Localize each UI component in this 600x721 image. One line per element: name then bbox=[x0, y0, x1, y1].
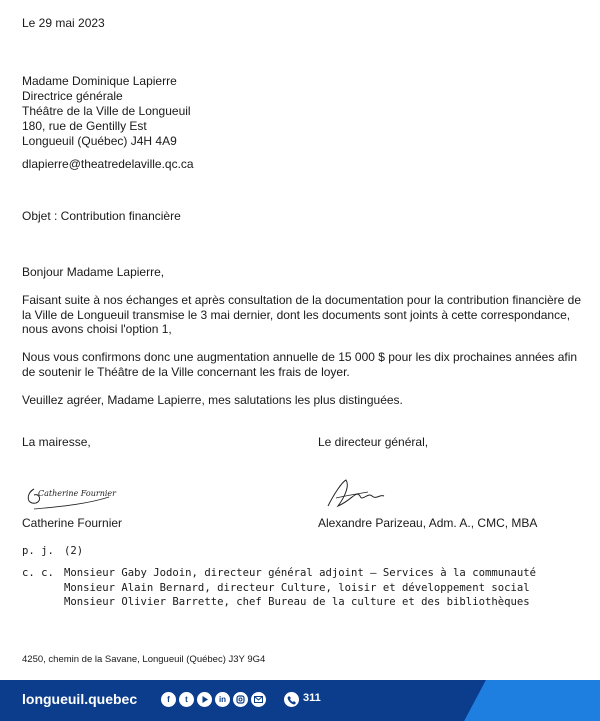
youtube-icon[interactable] bbox=[197, 692, 212, 707]
body-paragraph-2: Nous vous confirmons donc une augmentation annuelle de 15 000 $ pour les dix prochaines années afin de soutenir le Théâtre de la Ville concernant les frais de loyer. bbox=[22, 350, 578, 379]
left-signature bbox=[24, 483, 124, 516]
enclosures-value: (2) bbox=[64, 545, 84, 557]
left-signatory-name: Catherine Fournier bbox=[22, 516, 123, 530]
recipient-organization: Théâtre de la Ville de Longueuil bbox=[22, 104, 191, 118]
phone-icon[interactable] bbox=[284, 692, 299, 707]
right-signatory-name: Alexandre Parizeau, Adm. A., CMC, MBA bbox=[318, 516, 538, 530]
instagram-icon[interactable] bbox=[233, 692, 248, 707]
recipient-title: Directrice générale bbox=[22, 89, 123, 103]
copy-recipient-2: Monsieur Alain Bernard, directeur Culture, loisir et développement social bbox=[64, 581, 530, 594]
recipient-email: dlapierre@theatredelaville.qc.ca bbox=[22, 157, 194, 171]
left-signature-script: Catherine Fournier bbox=[38, 489, 116, 498]
recipient-street: 180, rue de Gentilly Est bbox=[22, 119, 147, 133]
enclosures-label: p. j. bbox=[22, 545, 54, 557]
youtube-play-glyph bbox=[197, 692, 212, 707]
copies-list bbox=[64, 566, 536, 610]
footer-address: 4250, chemin de la Savane, Longueuil (Québec) J3Y 9G4 bbox=[22, 654, 266, 665]
body-paragraph-3: Veuillez agréer, Madame Lapierre, mes salutations les plus distinguées. bbox=[22, 393, 403, 407]
right-signature-stroke bbox=[322, 476, 382, 512]
instagram-camera-glyph bbox=[233, 692, 248, 707]
recipient-city: Longueuil (Québec) J4H 4A9 bbox=[22, 134, 177, 148]
recipient-address bbox=[22, 74, 191, 149]
letter-subject: Objet : Contribution financière bbox=[22, 209, 181, 223]
copy-recipient-1: Monsieur Gaby Jodoin, directeur général adjoint – Services à la communauté bbox=[64, 567, 536, 579]
footer-accent-wedge bbox=[438, 680, 600, 721]
copies-label: c. c. bbox=[22, 567, 54, 579]
copy-recipient-3: Monsieur Olivier Barrette, chef Bureau de la culture et des bibliothèques bbox=[64, 596, 530, 608]
footer-phone-number[interactable]: 311 bbox=[303, 692, 321, 704]
left-signature-stroke bbox=[24, 483, 124, 513]
recipient-name: Madame Dominique Lapierre bbox=[22, 74, 177, 88]
right-signature bbox=[322, 476, 382, 515]
email-icon[interactable] bbox=[251, 692, 266, 707]
footer-website-link[interactable]: longueuil.quebec bbox=[22, 691, 138, 707]
letter-date: Le 29 mai 2023 bbox=[22, 16, 105, 30]
footer-bar bbox=[0, 680, 600, 721]
phone-glyph bbox=[284, 692, 299, 707]
left-signatory-role: La mairesse, bbox=[22, 435, 91, 449]
body-paragraph-1: Faisant suite à nos échanges et après consultation de la documentation pour la contribution financière de la Ville de Longueuil transmise le 3 mai dernier, dont les documents sont joints à cette correspondance, nous avons choisi l'option 1, bbox=[22, 293, 582, 336]
envelope-glyph bbox=[251, 692, 266, 707]
twitter-icon[interactable]: t bbox=[179, 692, 194, 707]
letter-greeting: Bonjour Madame Lapierre, bbox=[22, 265, 165, 279]
linkedin-icon[interactable]: in bbox=[215, 692, 230, 707]
facebook-icon[interactable]: f bbox=[161, 692, 176, 707]
right-signatory-role: Le directeur général, bbox=[318, 435, 429, 449]
